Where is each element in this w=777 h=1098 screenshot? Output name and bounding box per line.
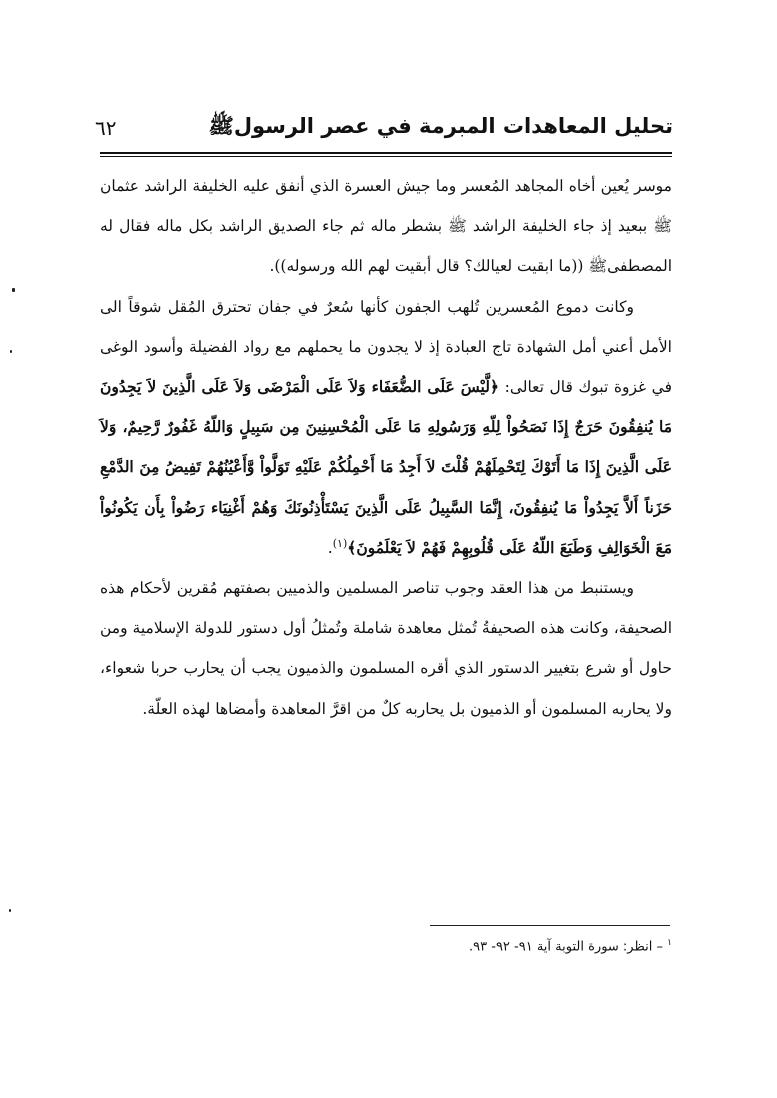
paragraph-1: موسر يُعين أخاه المجاهد المُعسر وما جيش العسرة الذي أنفق عليه الخليفة الراشد عثمان ﷺ ببعيد إذ جاء الخليفة الراشد ﷺ بشطر ماله ثم جاء الصديق الراشد بكل ماله فقال له المصطفىﷺ ((ما ابقيت لعيالك؟ قال أبقيت لهم الله ورسوله)). xyxy=(100,177,672,276)
scan-speck xyxy=(9,909,11,912)
footnote xyxy=(100,932,672,958)
scan-speck xyxy=(10,350,12,353)
quran-verse: ﴿لَّيْسَ عَلَى الضُّعَفَاء وَلاَ عَلَى الْمَرْضَى وَلاَ عَلَى الَّذِينَ لاَ يَجِدُونَ مَا يُنفِقُونَ حَرَجٌ إِذَا نَصَحُواْ لِلّهِ وَرَسُولِهِ مَا عَلَى الْمُحْسِنِينَ مِن سَبِيلٍ وَاللّهُ غَفُورٌ رَّحِيمٌ، وَلاَ عَلَى الَّذِينَ إِذَا مَا أَتَوْكَ لِتَحْمِلَهُمْ قُلْتَ لاَ أَجِدُ مَا أَحْمِلُكُمْ عَلَيْهِ تَوَلَّواْ وَّأَعْيُنُهُمْ تَفِيضُ مِنَ الدَّمْعِ حَزَناً أَلاَّ يَجِدُواْ مَا يُنفِقُونَ، إِنَّمَا السَّبِيلُ عَلَى الَّذِينَ يَسْتَأْذِنُونَكَ وَهُمْ أَغْنِيَاء رَضُواْ بِأَن يَكُونُواْ مَعَ الْخَوَالِفِ وَطَبَعَ اللّهُ عَلَى قُلُوبِهِمْ فَهُمْ لاَ يَعْلَمُونَ﴾ xyxy=(100,377,672,557)
footnote-separator xyxy=(430,925,670,926)
scan-speck xyxy=(12,288,15,292)
paragraph-2: وكانت دموع المُعسرين تُلهب الجفون كأنها سُعرٌ في جفان تحترق المُقل شوقاً الى الأمل أعني أمل الشهادة تاج العبادة إذ لا يجدون ما يحملهم مع رواد الفضيلة وأسود الوغى في غزوة تبوك قال تعالى: ﴿لَّيْسَ عَلَى الضُّعَفَاء وَلاَ عَلَى الْمَرْضَى وَلاَ عَلَى الَّذِينَ لاَ يَجِدُونَ مَا يُنفِقُونَ حَرَجٌ إِذَا نَصَحُواْ لِلّهِ وَرَسُولِهِ مَا عَلَى الْمُحْسِنِينَ مِن سَبِيلٍ وَاللّهُ غَفُورٌ رَّحِيمٌ، وَلاَ عَلَى الَّذِينَ إِذَا مَا أَتَوْكَ لِتَحْمِلَهُمْ قُلْتَ لاَ أَجِدُ مَا أَحْمِلُكُمْ عَلَيْهِ تَوَلَّواْ وَّأَعْيُنُهُمْ تَفِيضُ مِنَ الدَّمْعِ حَزَناً أَلاَّ يَجِدُواْ مَا يُنفِقُونَ، إِنَّمَا السَّبِيلُ عَلَى الَّذِينَ يَسْتَأْذِنُونَكَ وَهُمْ أَغْنِيَاء رَضُواْ بِأَن يَكُونُواْ مَعَ الْخَوَالِفِ وَطَبَعَ اللّهُ عَلَى قُلُوبِهِمْ فَهُمْ لاَ يَعْلَمُونَ﴾$^{(١)}$. xyxy=(100,297,672,557)
page-number: ٦٢ xyxy=(95,116,117,140)
footnote-text: – انظر: سورة التوبة آية ٩١- ٩٢- ٩٣. xyxy=(469,939,664,955)
header-rule-thin xyxy=(100,156,672,157)
body-text xyxy=(100,166,672,729)
running-header xyxy=(95,108,673,148)
paragraph-2-text: وكانت دموع المُعسرين تُلهب الجفون كأنها سُعرٌ في جفان تحترق المُقل شوقاً الى الأمل أعني أمل الشهادة تاج العبادة إذ لا يجدون ما يحملهم مع رواد الفضيلة وأسود الوغى في غزوة تبوك قال تعالى: xyxy=(100,297,672,397)
footnote-reference: (١) xyxy=(332,536,348,550)
paragraph-3: ويستنبط من هذا العقد وجوب تناصر المسلمين والذميين بصفتهم مُقرين لأحكام هذه الصحيفة، وكانت هذه الصحيفةُ تُمثل معاهدة شاملة وتُمثلُ أول دستور للدولة الإسلامية ومن حاول أو شرع بتغيير الدستور الذي أقره المسلمون والذميون يجب أن يحارب حربا شعواء، ولا يحاربه المسلمون أو الذميون بل يحاربه كلٌ من اقرَّ المعاهدة وأمضاها لهذه العلّة. xyxy=(100,579,672,718)
header-title: تحليل المعاهدات المبرمة في عصر الرسولﷺ xyxy=(208,113,673,138)
header-rule-thick xyxy=(100,152,672,154)
footnote-marker: ١ xyxy=(667,938,672,948)
